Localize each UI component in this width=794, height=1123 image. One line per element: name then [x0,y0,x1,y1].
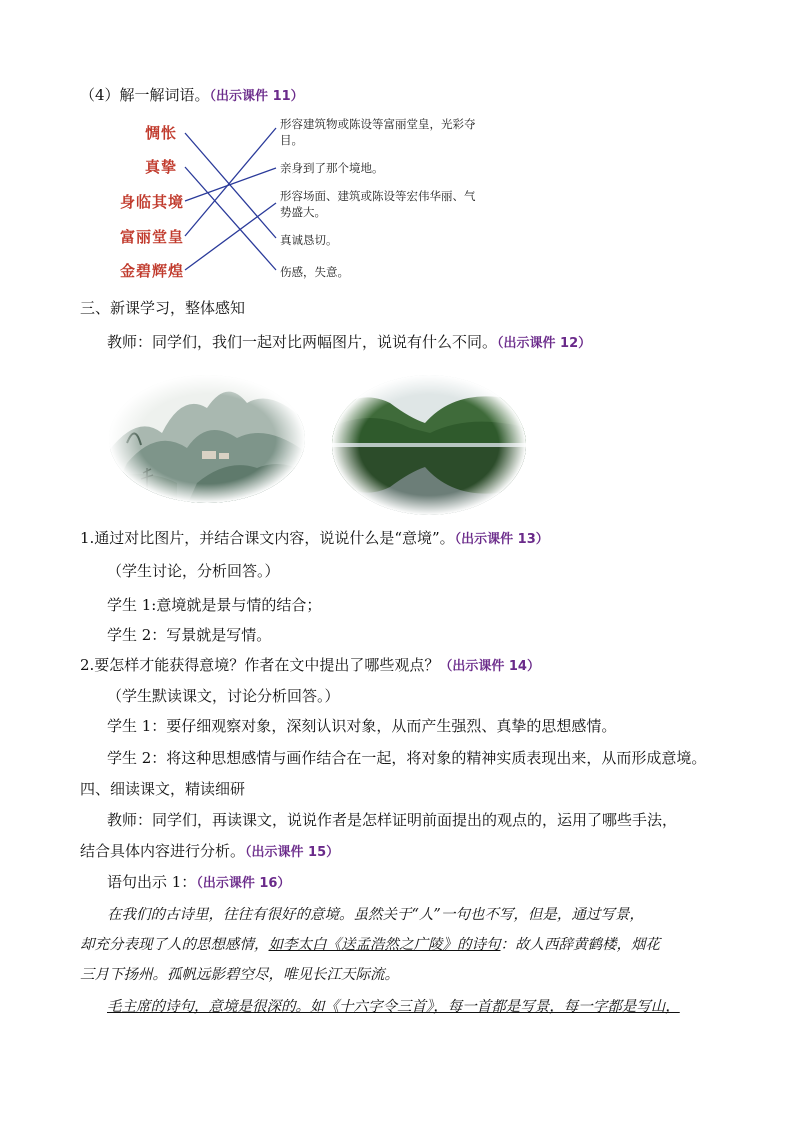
quote-text: ：故人西辞黄鹤楼，烟花 [500,937,660,953]
matching-lines [0,0,794,300]
courseware-cue: （出示课件 14） [439,659,540,674]
quote-underlined-text: 如《十六字令三首》，每一首都是写景，每一字都是写山， [310,999,680,1015]
quote-text: 却充分表现了人的思想感情， [80,937,269,953]
question-line [80,528,549,550]
teacher-text: 结合具体内容进行分析。 [80,842,246,860]
courseware-cue: （出示课件 13） [454,532,549,547]
discussion-note: （学生讨论，分析回答。） [107,562,280,580]
sentence-label-line [107,872,290,894]
word-item: 身临其境 [120,193,185,211]
definition-item: 形容场面、建筑或陈设等宏伟华丽、气势盛大。 [280,189,476,219]
definition-item: 伤感，失意。 [280,265,349,279]
quote-underlined-text: 毛主席的诗句，意境是很深的。 [107,999,310,1015]
ink-painting-image [107,373,307,505]
question-text: 1.通过对比图片，并结合课文内容，说说什么是“意境”。 [80,529,455,547]
quote-line: 在我们的古诗里，往往有很好的意境。虽然关于“人”一句也不写，但是，通过写景， [107,907,644,923]
quote-line [107,992,680,1022]
quote-line: 三月下扬州。孤帆远影碧空尽，唯见长江天际流。 [80,967,399,983]
discussion-note: （学生默读课文，讨论分析回答。） [107,687,340,705]
word-item: 真挚 [145,158,178,176]
lake-photo-image [330,373,528,518]
word-item: 金碧辉煌 [120,262,185,280]
match-line [185,133,276,238]
section-heading: 三、新课学习，整体感知 [80,299,246,317]
definition-item: 真诚恳切。 [280,233,338,247]
courseware-cue: （出示课件 16） [196,876,291,891]
student-answer: 学生 2：写景就是写情。 [107,626,272,644]
word-item: 富丽堂皇 [120,228,185,246]
question-text: 2.要怎样才能获得意境？作者在文中提出了哪些观点？ [80,656,440,674]
match-line [185,203,276,270]
quote-line [80,930,660,960]
courseware-cue: （出示课件 11） [209,89,304,104]
teacher-line [80,841,339,863]
definition-item: 亲身到了那个境地。 [280,161,384,175]
teacher-text: 教师：同学们，我们一起对比两幅图片，说说有什么不同。 [107,333,498,351]
match-line [185,168,276,201]
section-4-label: （4）解一解词语。 [80,86,210,104]
student-answer: 学生 1:意境就是景与情的结合； [107,596,322,614]
quote-underlined-text: 如李太白《送孟浩然之广陵》的诗句 [268,937,501,953]
question-line [80,655,540,677]
word-item: 惆怅 [145,124,178,142]
student-answer: 学生 1：要仔细观察对象，深刻认识对象，从而产生强烈、真挚的思想感情。 [107,717,617,735]
teacher-line: 教师：同学们，再读课文，说说作者是怎样证明前面提出的观点的，运用了哪些手法， [107,811,678,829]
section-heading: 四、细读课文，精读细研 [80,780,246,798]
definition-item: 形容建筑物或陈设等富丽堂皇，光彩夺目。 [280,117,476,147]
sentence-label: 语句出示 1： [107,873,197,891]
student-answer: 学生 2：将这种思想感情与画作结合在一起，将对象的精神实质表现出来，从而形成意境。 [107,749,707,767]
courseware-cue: （出示课件 15） [245,845,340,860]
courseware-cue: （出示课件 12） [497,336,592,351]
teacher-line [107,332,591,354]
